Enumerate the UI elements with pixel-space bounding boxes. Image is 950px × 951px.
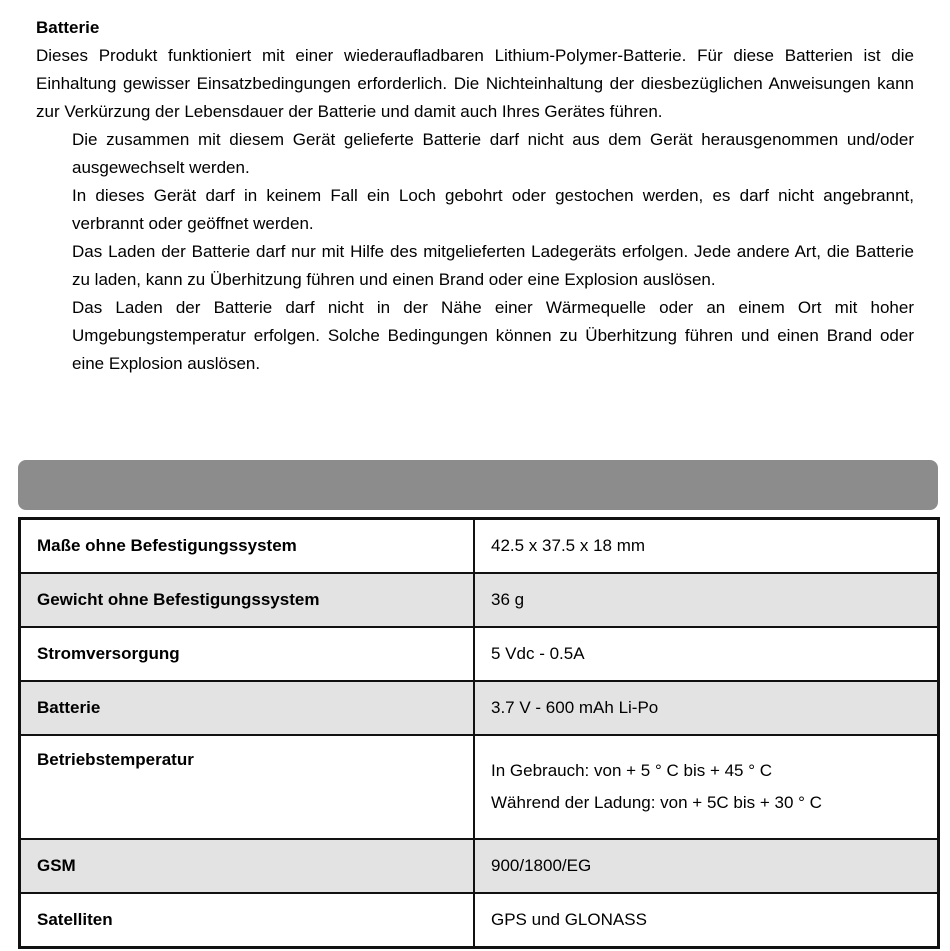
- spec-value: GPS und GLONASS: [474, 893, 939, 948]
- table-row: [20, 681, 939, 735]
- spec-value-line: In Gebrauch: von + 5 ° C bis + 45 ° C: [491, 761, 773, 780]
- list-item: Das Laden der Batterie darf nicht in der Nähe einer Wärmequelle oder an einem Ort mit hoher Umgebungstemperatur erfolgen. Solche Bedingungen können zu Überhitzung führen und einen Brand oder eine Explosion auslösen.: [72, 298, 914, 373]
- spec-value-line: Während der Ladung: von + 5C bis + 30 ° C: [491, 793, 822, 812]
- section-lead-paragraph: Dieses Produkt funktioniert mit einer wiederaufladbaren Lithium-Polymer-Batterie. Für diese Batterien ist die Einhaltung gewisser Einsatzbedingungen erforderlich. Die Nichteinhaltung der diesbezüglichen Anweisungen kann zur Verkürzung der Lebensdauer der Batterie und damit auch Ihres Gerätes führen.: [36, 46, 914, 121]
- spec-label: Maße ohne Befestigungssystem: [20, 519, 475, 574]
- list-item: Die zusammen mit diesem Gerät gelieferte Batterie darf nicht aus dem Gerät herausgenommen und/oder ausgewechselt werden.: [72, 130, 914, 177]
- spec-value: 900/1800/EG: [474, 839, 939, 893]
- spec-value: [474, 735, 939, 839]
- table-row: [20, 627, 939, 681]
- spec-value: 5 Vdc - 0.5A: [474, 627, 939, 681]
- spec-label: Batterie: [20, 681, 475, 735]
- section-heading: Batterie: [36, 18, 100, 37]
- table-row: [20, 573, 939, 627]
- spec-label: Gewicht ohne Befestigungssystem: [20, 573, 475, 627]
- list-item: In dieses Gerät darf in keinem Fall ein Loch gebohrt oder gestochen werden, es darf nicht angebrannt, verbrannt oder geöffnet werden.: [72, 186, 914, 233]
- spec-value: 36 g: [474, 573, 939, 627]
- spec-value: 3.7 V - 600 mAh Li-Po: [474, 681, 939, 735]
- spec-label: GSM: [20, 839, 475, 893]
- spec-label: Stromversorgung: [20, 627, 475, 681]
- battery-section: [36, 14, 914, 378]
- table-row: [20, 519, 939, 574]
- spec-label: Satelliten: [20, 893, 475, 948]
- list-item: Das Laden der Batterie darf nur mit Hilfe des mitgelieferten Ladegeräts erfolgen. Jede andere Art, die Batterie zu laden, kann zu Überhitzung führen und einen Brand oder eine Explosion auslösen.: [72, 242, 914, 289]
- spec-value: 42.5 x 37.5 x 18 mm: [474, 519, 939, 574]
- table-row: [20, 735, 939, 839]
- section-banner: [18, 460, 938, 510]
- specs-table: [18, 517, 940, 949]
- table-row: [20, 893, 939, 948]
- battery-rules-list: [36, 126, 914, 378]
- table-row: [20, 839, 939, 893]
- spec-label: Betriebstemperatur: [20, 735, 475, 839]
